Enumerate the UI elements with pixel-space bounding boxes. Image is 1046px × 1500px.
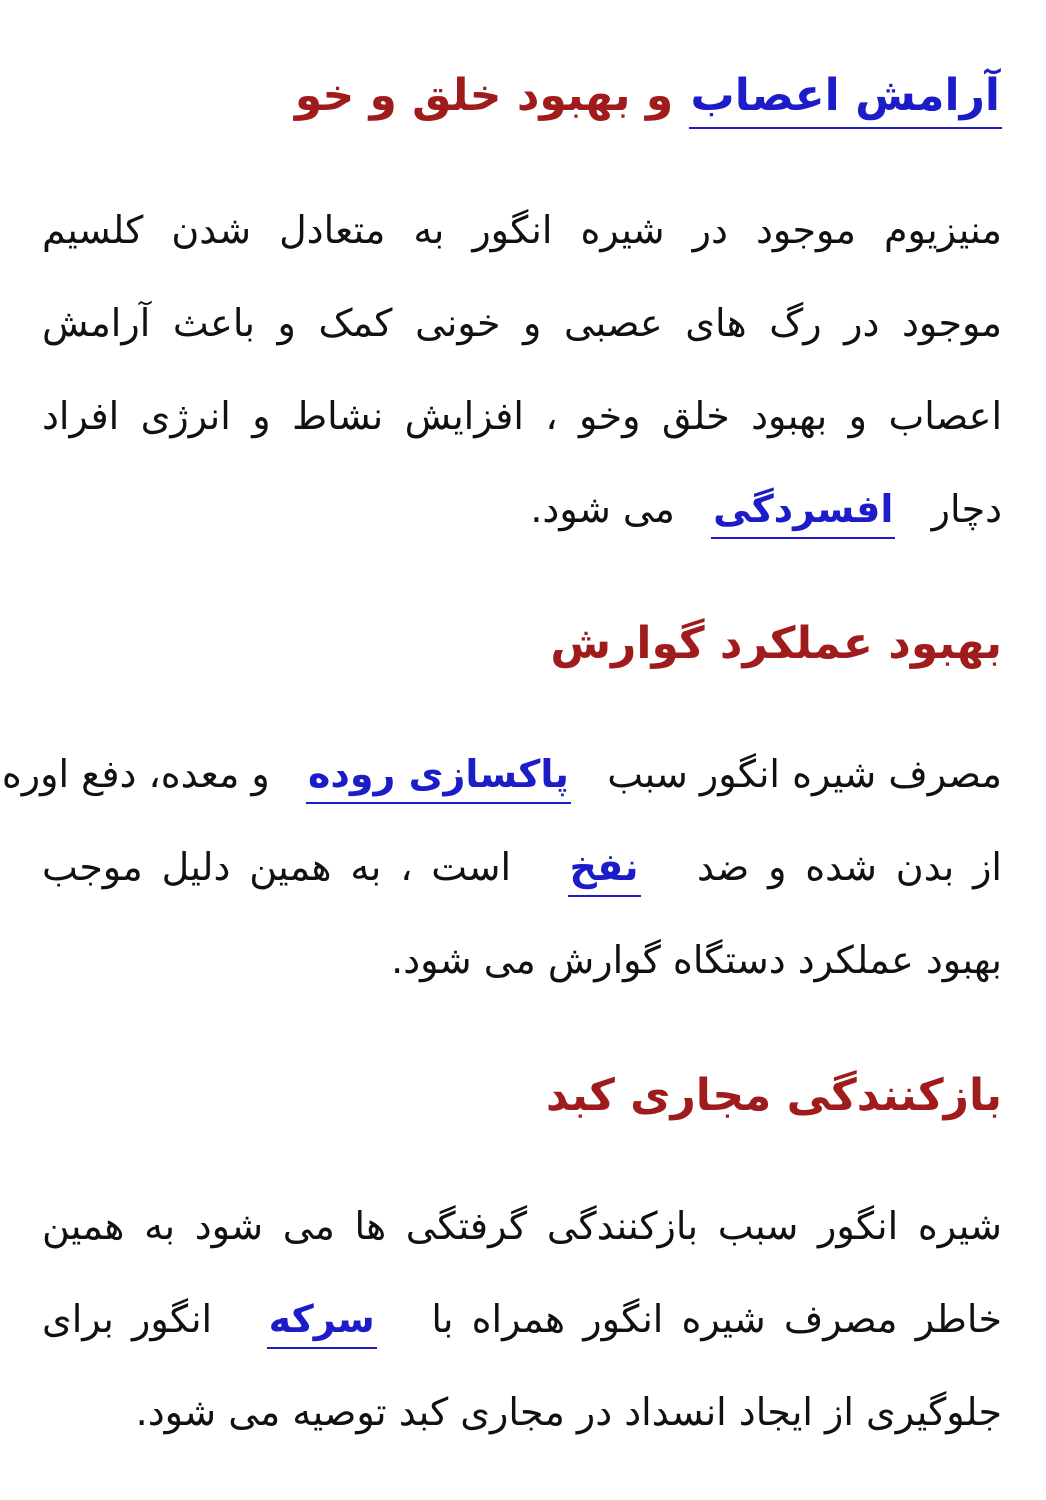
text-fragment: انگور برای xyxy=(42,1297,213,1341)
paragraph-line: منیزیوم موجود در شیره انگور به متعادل شدن کلسیم xyxy=(42,208,1002,252)
article xyxy=(1,0,1002,1500)
text-fragment: و معده، دفع اوره xyxy=(1,752,270,796)
paragraph-line: جلوگیری از ایجاد انسداد در مجاری کبد توصیه می شود. xyxy=(135,1390,1002,1434)
link-vinegar[interactable]: سرکه xyxy=(267,1297,377,1349)
text-fragment: دچار xyxy=(931,487,1002,531)
text-fragment: از بدن شده و ضد xyxy=(697,845,1002,889)
paragraph-line: شیره انگور سبب بازکنندگی گرفتگی ها می شود به همین xyxy=(42,1204,1002,1248)
heading-liver: بازکنندگی مجاری کبد xyxy=(545,1070,1002,1121)
paragraph-line: بهبود عملکرد دستگاه گوارش می شود. xyxy=(391,938,1002,982)
heading-rest: و بهبود خلق و خو xyxy=(294,70,674,121)
link-nerve-calm[interactable]: آرامش اعصاب xyxy=(689,70,1002,129)
heading-nerve-calm xyxy=(295,66,1002,126)
text-fragment: مصرف شیره انگور سبب xyxy=(607,752,1002,796)
link-colon-cleanse[interactable]: پاکسازی روده xyxy=(306,752,571,804)
paragraph-nerve-calm xyxy=(42,184,1002,556)
paragraph-line xyxy=(42,1273,1002,1366)
paragraph-line: موجود در رگ های عصبی و خونی کمک و باعث آرامش xyxy=(42,301,1002,345)
link-depression[interactable]: افسردگی xyxy=(711,487,895,539)
paragraph-digestion xyxy=(1,728,1002,1007)
paragraph-liver xyxy=(42,1180,1002,1459)
heading-digestion: بهبود عملکرد گوارش xyxy=(550,618,1002,669)
paragraph-line xyxy=(42,463,1002,556)
paragraph-line xyxy=(42,821,1002,914)
text-fragment: می شود. xyxy=(530,487,675,531)
text-fragment: خاطر مصرف شیره انگور همراه با xyxy=(431,1297,1002,1341)
text-fragment: است ، به همین دلیل موجب xyxy=(42,845,512,889)
paragraph-line xyxy=(1,728,1002,821)
paragraph-line: اعصاب و بهبود خلق وخو ، افزایش نشاط و انرژی افراد xyxy=(42,394,1002,438)
link-bloating[interactable]: نفخ xyxy=(568,845,641,897)
